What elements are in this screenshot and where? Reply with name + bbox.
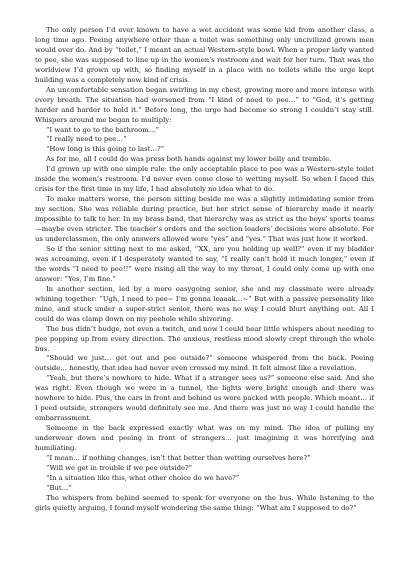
paragraph: The bus didn’t budge, not even a twitch, and now I could hear little whispers about needing to pee popping up from every direction. The anxious, restless mood slowly crept through the whole bus. (35, 324, 374, 353)
paragraph: “I really need to pee…” (46, 135, 127, 144)
paragraph: “Should we just… get out and pee outside?” someone whispered from the back. Peeing outside… honestly, that idea had never even crossed my mind. It felt almost like a revelation. (35, 354, 374, 373)
paragraph: Someone in the back expressed exactly what was on my mind. The idea of pulling my underwear down and peeing in front of strangers… just imagining it was horrifying and humiliating. (35, 424, 374, 453)
body-text (35, 26, 374, 514)
paragraph: I’d grown up with one simple rule: the only acceptable place to pee was a Western-style toilet inside the women’s restroom. I’d never even come close to wetting myself. So when I faced this crisis for the first time in my life, I had absolutely no idea what to do. (35, 165, 374, 194)
paragraph: “How long is this going to last…?” (46, 145, 165, 154)
paragraph: “In a situation like this, what other choice do we have?” (46, 473, 240, 482)
paragraph: The whispers from behind seemed to speak for everyone on the bus. While listening to the girls quietly arguing, I found myself wondering the same thing: “What am I supposed to do?” (35, 493, 374, 512)
paragraph: So if the senior sitting next to me asked, “XX, are you holding up well?” even if my bladder was screaming, even if I desperately wanted to say, “I really can’t hold it much longer,” even if the words “I need to pee!!” were rising all the way to my throat, I could only come up with one answer: “Yes, I’m fine.” (35, 244, 374, 283)
paragraph: As for me, all I could do was press both hands against my lower belly and tremble. (46, 155, 332, 164)
paragraph: “I mean… if nothing changes, isn’t that better than wetting ourselves here?” (46, 453, 311, 462)
paragraph: “But…” (46, 483, 72, 492)
paragraph: To make matters worse, the person sitting beside me was a slightly intimidating senior from my section. She was reliable during practice, but her strict sense of hierarchy made it nearly impossible to talk to her. In my brass band, that hierarchy was as strict as the boys’ sports teams—maybe even stricter. The teacher’s orders and the section leaders’ decisions were absolute. For us underclassmen, the only answers allowed were “yes” and “yes.” That was just how it worked. (35, 195, 374, 244)
paragraph: The only person I’d ever known to have a wet accident was some kid from another class, a long time ago. Peeing anywhere other than a toilet was something only uncivilized grown men would ever do. And by “toilet,” I meant an actual Western-style bowl. When a proper lady wanted to pee, she was supposed to line up in the women’s restroom and wait for her turn. That was the worldview I’d grown up with, so finding myself in a place with no toilets while the urge kept building was a completely new kind of crisis. (35, 26, 374, 84)
paragraph: An uncomfortable sensation began swirling in my chest, growing more and more intense with every breath. The situation had worsened from “I kind of need to pee…” to “God, it’s getting harder and harder to hold it.” Before long, the urge had become so strong I couldn’t stay still. Whispers around me began to multiply: (35, 85, 374, 124)
paragraph: In another section, led by a more easygoing senior, she and my classmate were already whining together: “Ugh, I need to pee~ I’m gonna leaaak…~” But with a passive personality like mine, and stuck under a super-strict senior, there was no way I could blurt anything out. All I could do was clamp down on my peehole while shivering. (35, 284, 374, 323)
paragraph: “Yeah, but there’s nowhere to hide. What if a stranger sees us?” someone else said. And she was right. Even though we were in a tunnel, the lights were bright enough and there was nowhere to hide. Plus, the cars in front and behind us were packed with people. Which meant… if I peed outside, strangers would definitely see me. And there was just no way I could handle the embarrassment. (35, 374, 374, 423)
paragraph: “I want to go to the bathroom…” (46, 125, 159, 134)
paragraph: “Will we get in trouble if we pee outside?” (46, 463, 193, 472)
